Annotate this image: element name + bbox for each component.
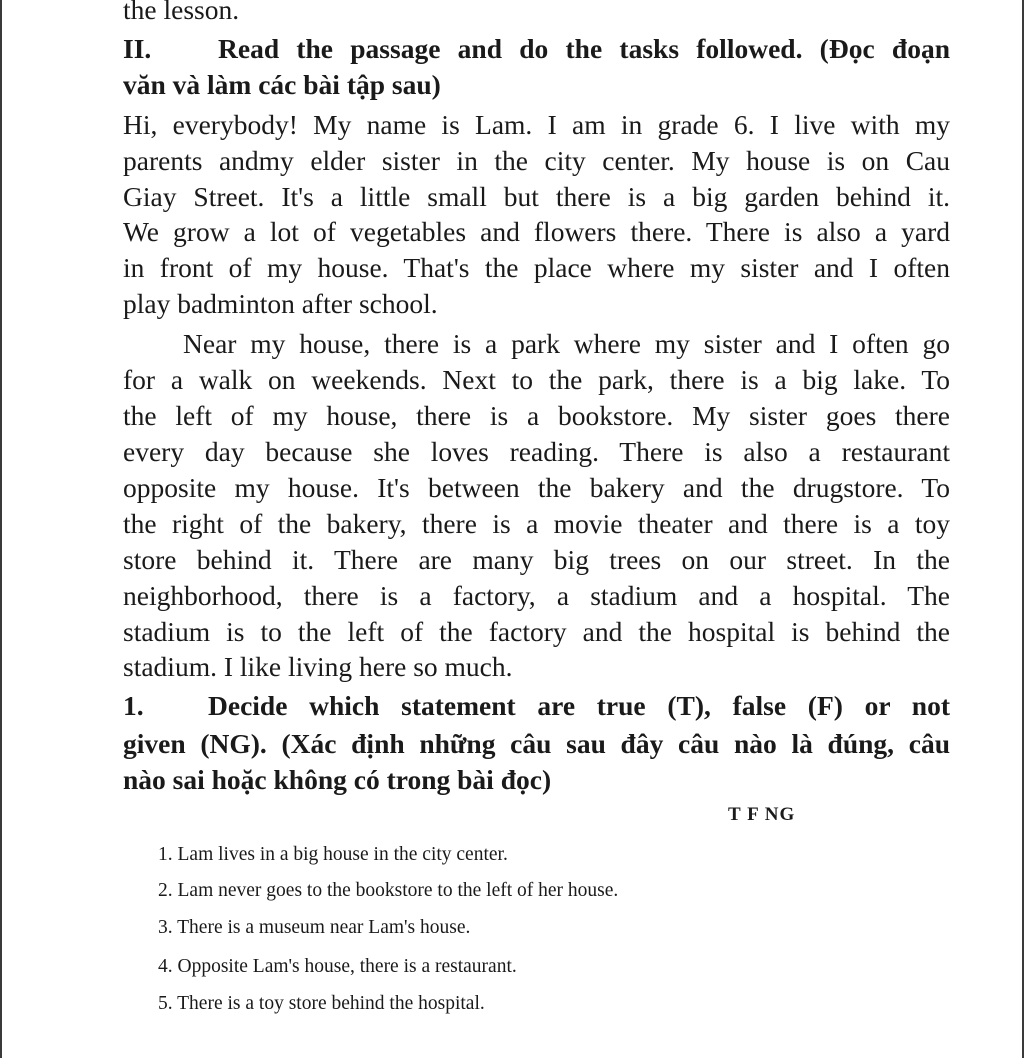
passage-line: the right of the bakery, there is a movie theater and there is a toy	[123, 508, 950, 539]
passage-line: every day because she loves reading. There is also a restaurant	[123, 436, 950, 467]
task-heading-line-2: given (NG). (Xác định những câu sau đây câu nào là đúng, câu	[123, 728, 950, 759]
section-number: II.	[123, 33, 152, 64]
passage-line: Near my house, there is a park where my sister and I often go	[183, 328, 950, 359]
passage-line: play badminton after school.	[123, 288, 438, 319]
section-heading-line-2: văn và làm các bài tập sau)	[123, 69, 441, 100]
section-heading-text: Read the passage and do the tasks followed. (Đọc đoạn	[218, 33, 950, 64]
passage-line: stadium is to the left of the factory and the hospital is behind the	[123, 616, 950, 647]
passage-line: parents andmy elder sister in the city center. My house is on Cau	[123, 145, 950, 176]
section-heading-line-1	[123, 33, 950, 65]
passage-line: the left of my house, there is a bookstore. My sister goes there	[123, 400, 950, 431]
statement-item: 5. There is a toy store behind the hospital.	[158, 993, 485, 1014]
passage-line: Hi, everybody! My name is Lam. I am in grade 6. I live with my	[123, 109, 950, 140]
passage-line: for a walk on weekends. Next to the park, there is a big lake. To	[123, 364, 950, 395]
passage-line: stadium. I like living here so much.	[123, 651, 513, 682]
statement-item: 4. Opposite Lam's house, there is a restaurant.	[158, 956, 517, 977]
statement-item: 1. Lam lives in a big house in the city center.	[158, 844, 508, 865]
task-heading-line-3: nào sai hoặc không có trong bài đọc)	[123, 764, 552, 795]
passage-line: opposite my house. It's between the bakery and the drugstore. To	[123, 472, 950, 503]
passage-line: in front of my house. That's the place where my sister and I often	[123, 252, 950, 283]
task-number: 1.	[123, 690, 144, 721]
top-fragment: the lesson.	[123, 0, 240, 25]
passage-line: We grow a lot of vegetables and flowers there. There is also a yard	[123, 216, 950, 247]
task-heading-text: Decide which statement are true (T), false (F) or not	[208, 690, 950, 721]
passage-line: store behind it. There are many big trees on our street. In the	[123, 544, 950, 575]
task-heading-line-1	[123, 690, 950, 722]
tfng-column-header: T F NG	[728, 804, 796, 825]
passage-line: Giay Street. It's a little small but there is a big garden behind it.	[123, 181, 950, 212]
statement-item: 3. There is a museum near Lam's house.	[158, 917, 471, 938]
statement-item: 2. Lam never goes to the bookstore to the left of her house.	[158, 880, 619, 901]
passage-line: neighborhood, there is a factory, a stadium and a hospital. The	[123, 580, 950, 611]
page-edge-left	[0, 0, 2, 1058]
